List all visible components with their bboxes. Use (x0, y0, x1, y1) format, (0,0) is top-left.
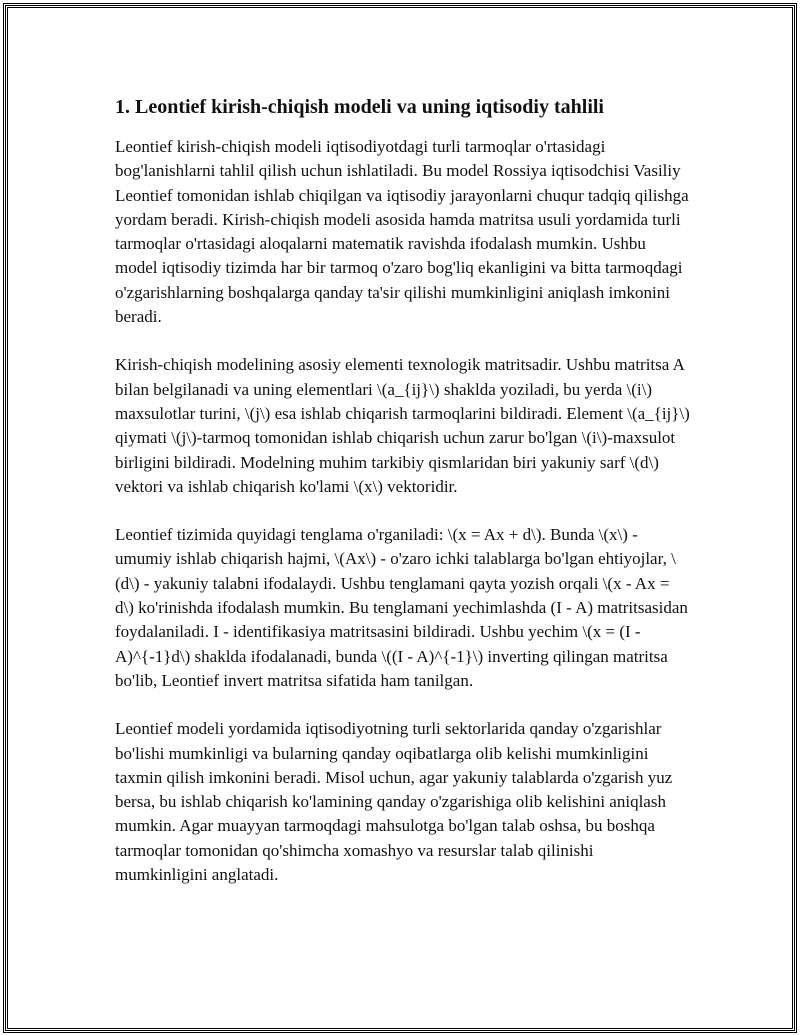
paragraph-intro: Leontief kirish-chiqish modeli iqtisodiyotdagi turli tarmoqlar o'rtasidagi bog'lanishlarni tahlil qilish uchun ishlatiladi. Bu model Rossiya iqtisodchisi Vasiliy Leontief tomonidan ishlab chiqilgan va iqtisodiy jarayonlarni chuqur tadqiq qilishga yordam beradi. Kirish-chiqish modeli asosida hamda matritsa usuli yordamida turli tarmoqlar o'rtasidagi aloqalarni matematik ravishda ifodalash mumkin. Ushbu model iqtisodiy tizimda har bir tarmoq o'zaro bog'liq ekanligini va bitta tarmoqdagi o'zgarishlarning boshqalarga qanday ta'sir qilishi mumkinligini aniqlash imkonini beradi. (115, 137, 689, 327)
paragraph-equation: Leontief tizimida quyidagi tenglama o'rganiladi: \(x = Ax + d\). Bunda \(x\) - umumiy ishlab chiqarish hajmi, \(Ax\) - o'zaro ichki talablarga bo'lgan ehtiyojlar, \(d\) - yakuniy talabni ifodalaydi. Ushbu tenglamani qayta yozish orqali \(x - Ax = d\) ko'rinishda ifodalash mumkin. Bu tenglamani yechimlashda (I - A) matritsasidan foydalaniladi. I - identifikasiya matritsasini bildiradi. Ushbu yechim \(x = (I - A)^{-1}d\) shaklda ifodalanadi, bunda \((I - A)^{-1}\) inverting qilingan matritsa bo'lib, Leontief invert matritsa sifatida ham tanilgan. (115, 525, 688, 690)
section-heading: 1. Leontief kirish-chiqish modeli va uning iqtisodiy tahlili (115, 96, 604, 118)
paragraph-technology-matrix: Kirish-chiqish modelining asosiy elementi texnologik matritsadir. Ushbu matritsa A bilan belgilanadi va uning elementlari \(a_{ij}\) shaklda yoziladi, bu yerda \(i\) maxsulotlar turini, \(j\) esa ishlab chiqarish tarmoqlarini bildiradi. Element \(a_{ij}\) qiymati \(j\)-tarmoq tomonidan ishlab chiqarish uchun zarur bo'lgan \(i\)-maxsulot birligini bildiradi. Modelning muhim tarkibiy qismlaridan biri yakuniy sarf \(d\) vektori va ishlab chiqarish ko'lami \(x\) vektoridir. (115, 355, 690, 496)
paragraph-applications: Leontief modeli yordamida iqtisodiyotning turli sektorlarida qanday o'zgarishlar bo'lishi mumkinligi va bularning qanday oqibatlarga olib kelishi mumkinligini taxmin qilish imkonini beradi. Misol uchun, agar yakuniy talablarda o'zgarish yuz bersa, bu ishlab chiqarish ko'lamining qanday o'zgarishiga olib kelishini aniqlash mumkin. Agar muayyan tarmoqdagi mahsulotga bo'lgan talab oshsa, bu boshqa tarmoqlar tomonidan qo'shimcha xomashyo va resurslar talab qilinishi mumkinligini anglatadi. (115, 719, 673, 885)
document-body (115, 95, 690, 911)
